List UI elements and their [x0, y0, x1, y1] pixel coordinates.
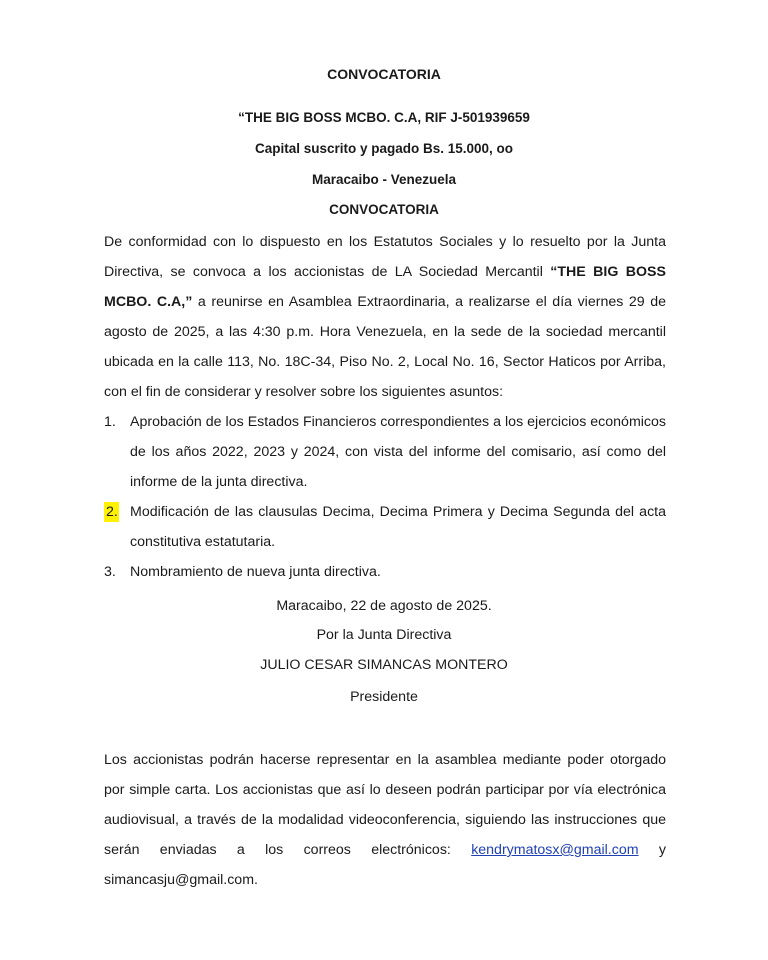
agenda-number: 3.: [104, 564, 116, 580]
footer-text: Los accionistas podrán hacerse representar en la asamblea mediante poder otorgado por simple carta. Los accionistas que así lo deseen podrán participar por vía electrónica audiovisual, a través de la modalidad videoconferencia, siguiendo las instrucciones que serán enviadas a los correos electrónicos:: [104, 752, 666, 858]
email-simancas: simancasju@gmail.com: [104, 872, 255, 888]
footer-connector: y: [638, 842, 666, 858]
footer-paragraph: [104, 745, 666, 895]
intro-part2: a reunirse en Asamblea Extraordinaria, a realizarse el día viernes 29 de agosto de 2025, a las 4:30 p.m. Hora Venezuela, en la sede de la sociedad mercantil ubicada en la calle 113, No. 18C-34, Piso No. 2, Local No. 16, Sector Haticos por Arriba, con el fin de considerar y resolver sobre los siguientes asuntos:: [104, 294, 667, 400]
agenda-item-1: [104, 407, 666, 497]
agenda-text: Modificación de las clausulas Decima, Decima Primera y Decima Segunda del acta constitutiva estatutaria.: [130, 504, 666, 550]
location-line: Maracaibo - Venezuela: [311, 172, 457, 187]
agenda-item-2: [104, 497, 666, 557]
signature-name: JULIO CESAR SIMANCAS MONTERO: [260, 657, 508, 673]
agenda-text: Nombramiento de nueva junta directiva.: [130, 564, 381, 580]
intro-part1: De conformidad con lo dispuesto en los Estatutos Sociales y lo resuelto por la Junta Directiva, se convoca a los accionistas de LA Sociedad Mercantil: [104, 234, 666, 280]
signature-role: Presidente: [350, 689, 418, 705]
intro-paragraph: [104, 227, 666, 407]
agenda-text: Aprobación de los Estados Financieros correspondientes a los ejercicios económicos de los años 2022, 2023 y 2024, con vista del informe del comisario, así como del informe de la junta directiva.: [130, 414, 666, 490]
document-title: CONVOCATORIA: [327, 66, 441, 82]
subtitle: CONVOCATORIA: [329, 202, 439, 217]
email-link-kendry[interactable]: kendrymatosx@gmail.com: [471, 842, 639, 858]
agenda-number-highlighted: 2.: [106, 504, 118, 520]
signature-place-date: Maracaibo, 22 de agosto de 2025.: [276, 598, 492, 614]
intro-company-bold: “THE BIG BOSS MCBO. C.A,”: [104, 264, 666, 310]
footer-end: .: [254, 872, 258, 888]
signature-by: Por la Junta Directiva: [316, 627, 452, 643]
company-line: “THE BIG BOSS MCBO. C.A, RIF J-501939659: [238, 110, 530, 125]
agenda-list: [104, 407, 666, 587]
capital-line: Capital suscrito y pagado Bs. 15.000, oo: [254, 141, 514, 156]
agenda-number: 1.: [104, 414, 116, 430]
agenda-item-3: [104, 557, 666, 587]
